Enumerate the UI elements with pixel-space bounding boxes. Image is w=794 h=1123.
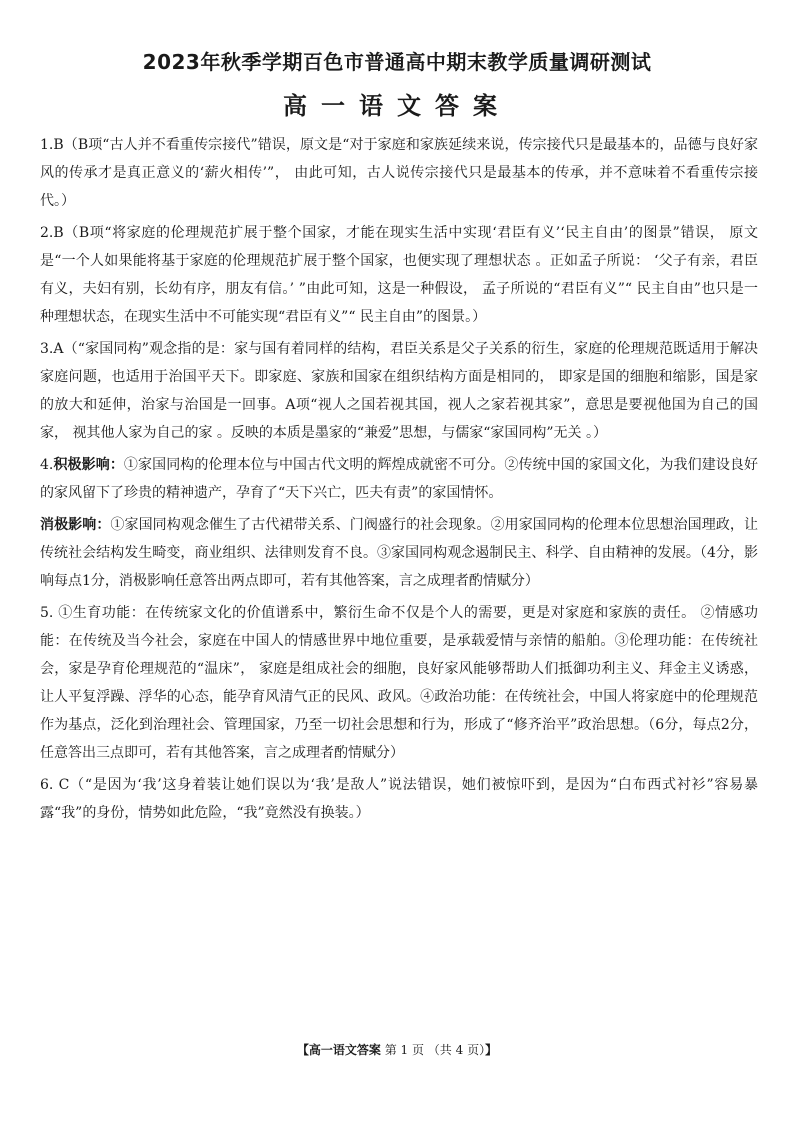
positive-impact-label: 积极影响： bbox=[53, 457, 124, 473]
document-title: 2023年秋季学期百色市普通高中期末教学质量调研测试 bbox=[142, 50, 652, 74]
answer-q6: 6. C（“是因为‘我’这身着装让她们误以为‘我’是敌人”说法错误，她们被惊吓到，是因为“白布西式衬衫”容易暴露“我”的身份，情势如此危险，“我”竟然没有换装。） bbox=[40, 777, 758, 821]
answer-q3: 3.A（“家国同构”观念指的是：家与国有着同样的结构，君臣关系是父子关系的衍生，家庭的伦理规范既适用于解决家庭问题，也适用于治国平天下。即家庭、家族和国家在组织结构方面是相同的， 即家是国的细胞和缩影，国是家的放大和延伸，治家与治国是一回事。A项“视人之国若视其国，视人之家若视其家”，意思是要视他国为自己的国家， 视其他人家为自己的家 。反映的本质是墨家的“兼爱”思想，与儒家“家国同构”无关 。） bbox=[40, 341, 758, 441]
answer-content bbox=[40, 131, 758, 831]
answer-q4-positive-text: ①家国同构的伦理本位与中国古代文明的辉煌成就密不可分。②传统中国的家国文化，为我们建设良好的家风留下了珍贵的精神遗产，孕育了“天下兴亡，匹夫有责”的家国情怀。 bbox=[40, 457, 759, 501]
footer-page-number: 第 1 页 （共 4 页） bbox=[380, 1043, 486, 1057]
footer-end: 】 bbox=[485, 1043, 498, 1057]
answer-q2: 2.B（B项“将家庭的伦理规范扩展于整个国家，才能在现实生活中实现‘君臣有义’‘民主自由’的图景”错误， 原文是“一个人如果能将基于家庭的伦理规范扩展于整个国家，也便实现了理想状态 。正如孟子所说： ‘父子有亲，君臣有义，夫妇有别，长幼有序，朋友有信。’ ”由此可知，这是一种假设， 孟子所说的“君臣有义”“ 民主自由”也只是一种理想状态，在现实生活中不可能实现“君臣有义”“ 民主自由”的图景。） bbox=[40, 225, 758, 325]
answer-q4-negative-text: ①家国同构观念催生了古代裙带关系、门阀盛行的社会现象。②用家国同构的伦理本位思想治国理政，让传统社会结构发生畸变，商业组织、法律则发育不良。③家国同构观念遏制民主、科学、自由精神的发展。（4分，影响每点1分，消极影响任意答出两点即可，若有其他答案，言之成理者酌情赋分） bbox=[40, 517, 759, 589]
footer-title: 【高一语文答案 bbox=[296, 1043, 381, 1057]
answer-q4-positive bbox=[40, 451, 758, 507]
document-subtitle: 高一语文答案 bbox=[283, 92, 511, 120]
answer-q4-number: 4. bbox=[40, 457, 54, 473]
page-footer bbox=[0, 1041, 794, 1058]
answer-q1: 1.B（B项“古人并不看重传宗接代”错误，原文是“对于家庭和家族延续来说，传宗接代只是最基本的，品德与良好家风的传承才是真正意义的‘薪火相传’”， 由此可知，古人说传宗接代只是最基本的传承，并不意味着不看重传宗接代。） bbox=[40, 137, 758, 209]
answer-q4-negative bbox=[40, 511, 758, 595]
answer-q5: 5. ①生育功能：在传统家文化的价值谱系中，繁衍生命不仅是个人的需要，更是对家庭和家族的责任。 ②情感功能：在传统及当今社会，家庭在中国人的情感世界中地位重要，是承载爱情与亲情的船舶。③伦理功能：在传统社会，家是孕育伦理规范的“温床”， 家庭是组成社会的细胞，良好家风能够帮助人们抵御功利主义、拜金主义诱惑，让人平复浮躁、浮华的心态，能孕育风清气正的民风、政风。④政治功能：在传统社会，中国人将家庭中的伦理规范作为基点，泛化到治理社会、管理国家，乃至一切社会思想和行为，形成了“修齐治平”政治思想。（6分，每点2分，任意答出三点即可，若有其他答案，言之成理者酌情赋分） bbox=[40, 605, 758, 761]
negative-impact-label: 消极影响： bbox=[40, 517, 111, 533]
